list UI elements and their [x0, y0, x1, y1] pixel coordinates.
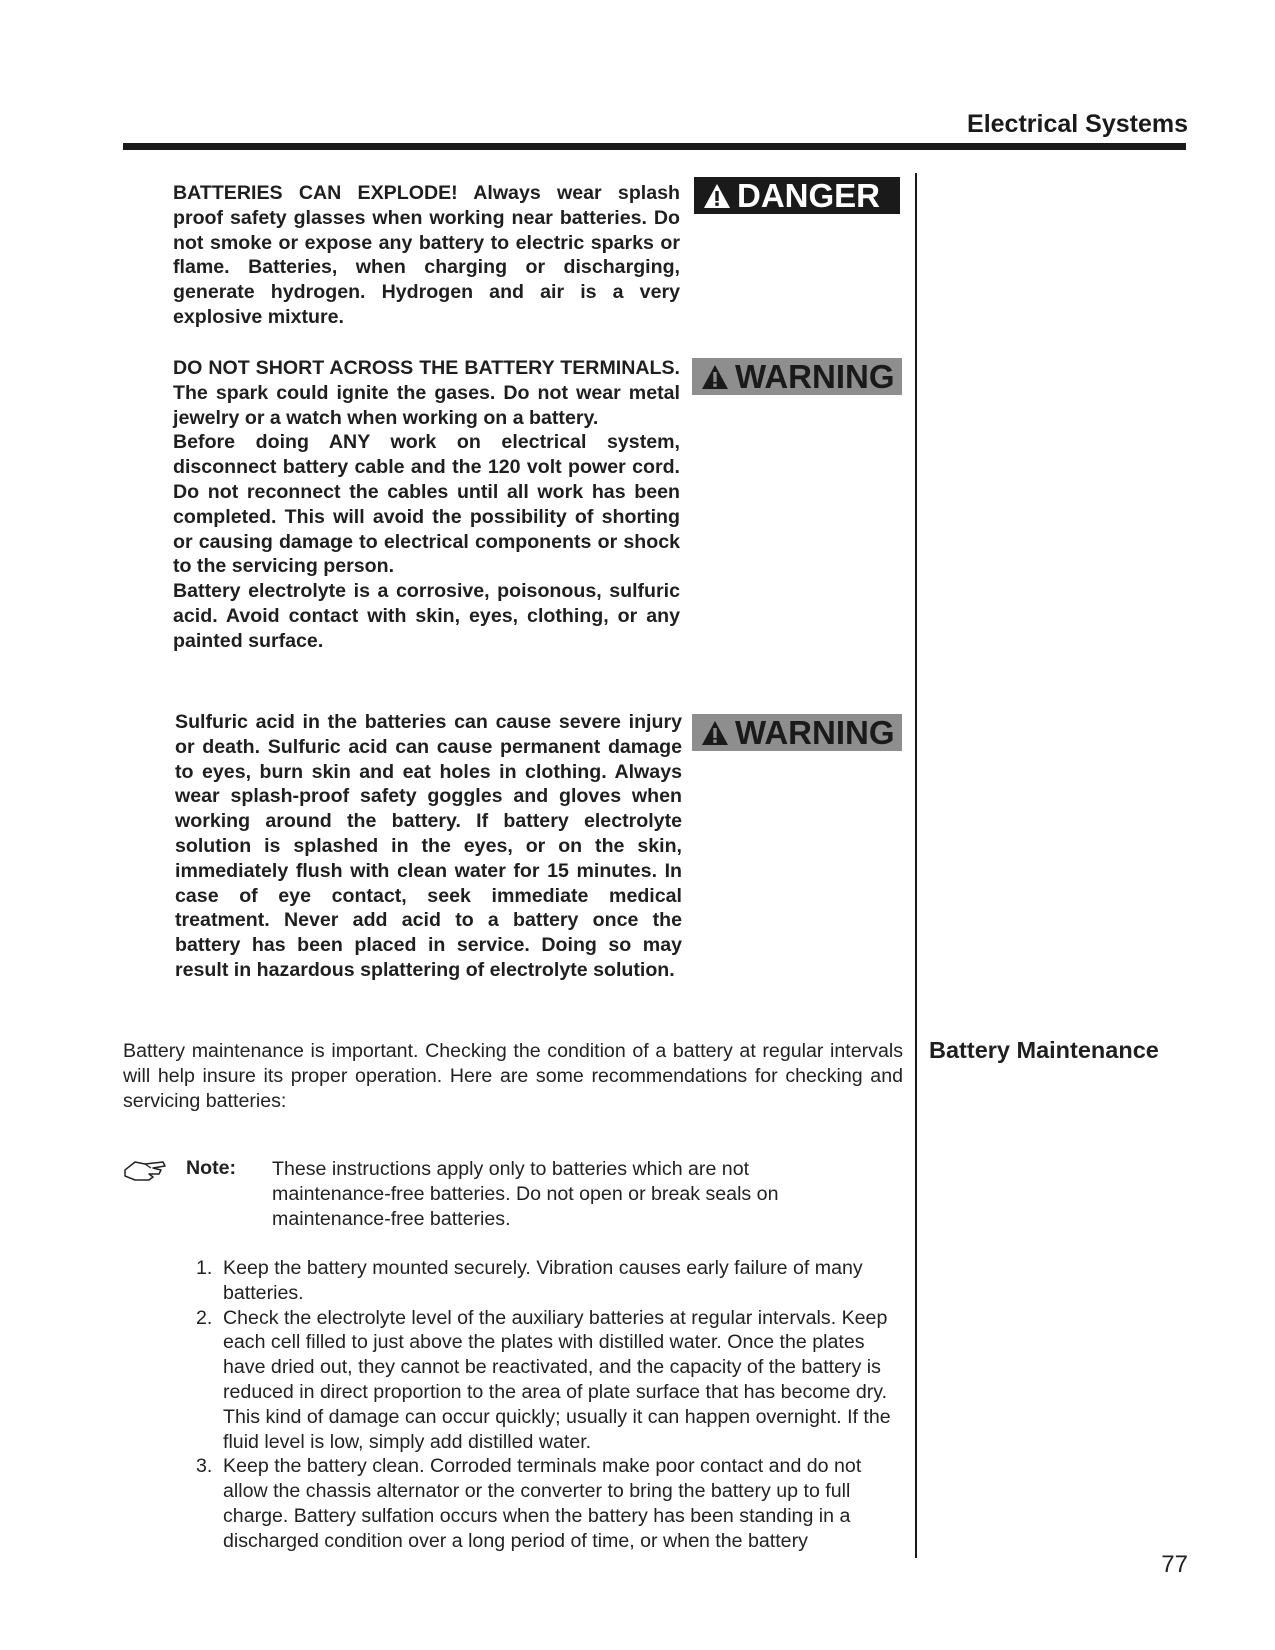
warning-badge-2-label: WARNING [735, 713, 895, 751]
maintenance-steps [196, 1256, 908, 1554]
list-item [196, 1256, 908, 1306]
step-text: Keep the battery clean. Corroded terminals make poor contact and do not allow the chassis alternator or the converter to bring the battery up to full charge. Battery sulfation occurs when the battery has been standing in a discharged condition over a long period of time, or when the battery [223, 1455, 862, 1552]
danger-paragraph: BATTERIES CAN EXPLODE! Always wear splash proof safety glasses when working near batteries. Do not smoke or expose any battery to electric sparks or flame. Batteries, when charging or discharging, generate hydrogen. Hydrogen and air is a very explosive mixture. [173, 182, 680, 328]
warning-text-1 [173, 356, 680, 654]
list-item [196, 1454, 908, 1553]
warning-badge-1 [692, 358, 902, 395]
list-item [196, 1306, 908, 1455]
warning-1-paragraph-3: Battery electrolyte is a corrosive, poisonous, sulfuric acid. Avoid contact with skin, eyes, clothing, or any painted surface. [173, 580, 680, 652]
step-number: 2. [196, 1306, 213, 1329]
header-rule [123, 143, 1186, 150]
note-label: Note: [186, 1157, 237, 1179]
step-number: 1. [196, 1257, 213, 1279]
warning-triangle-icon [703, 183, 731, 209]
section-heading: Battery Maintenance [929, 1037, 1159, 1063]
section-intro: Battery maintenance is important. Checking the condition of a battery at regular intervals will help insure its proper operation. Here are some recommendations for checking and servicing batteries: [123, 1040, 903, 1112]
page-number: 77 [1161, 1551, 1188, 1578]
warning-2-paragraph: Sulfuric acid in the batteries can cause severe injury or death. Sulfuric acid can cause permanent damage to eyes, burn skin and eat holes in clothing. Always wear splash-proof safety goggles and gloves when working around the battery. If battery electrolyte solution is splashed in the eyes, or on the skin, immediately flush with clean water for 15 minutes. In case of eye contact, seek immediate medical treatment. Never add acid to a battery once the battery has been placed in service. Doing so may result in hazardous splattering of electrolyte solution. [175, 711, 682, 981]
danger-badge [694, 177, 900, 214]
warning-triangle-icon [701, 720, 729, 746]
warning-1-paragraph-1: DO NOT SHORT ACROSS THE BATTERY TERMINALS. The spark could ignite the gases. Do not wear metal jewelry or a watch when working on a battery. [173, 357, 680, 429]
step-number: 3. [196, 1455, 213, 1478]
danger-text [173, 181, 680, 330]
step-text: Check the electrolyte level of the auxiliary batteries at regular intervals. Keep each cell filled to just above the plates with distilled water. Once the plates have dried out, they cannot be reactivated, and the capacity of the battery is reduced in direct proportion to the area of plate surface that has become dry. This kind of damage can occur quickly; usually it can happen overnight. If the fluid level is low, simply add distilled water. [223, 1306, 891, 1453]
warning-badge-1-label: WARNING [735, 357, 895, 395]
page-section-title: Electrical Systems [967, 110, 1188, 138]
warning-text-2 [175, 710, 682, 983]
danger-badge-label: DANGER [737, 176, 881, 214]
note-hand-icon [123, 1158, 167, 1189]
warning-1-paragraph-2: Before doing ANY work on electrical system, disconnect battery cable and the 120 volt power cord. Do not reconnect the cables until all work has been completed. This will avoid the possibility of shorting or causing damage to electrical components or shock to the servicing person. [173, 431, 680, 578]
column-divider [915, 173, 917, 1558]
warning-triangle-icon [701, 364, 729, 390]
note-text: These instructions apply only to batteries which are not maintenance-free batteries. Do not open or break seals on maintenance-free batteries. [272, 1158, 779, 1230]
warning-badge-2 [692, 714, 902, 751]
step-text: Keep the battery mounted securely. Vibration causes early failure of many batteries. [223, 1257, 863, 1304]
